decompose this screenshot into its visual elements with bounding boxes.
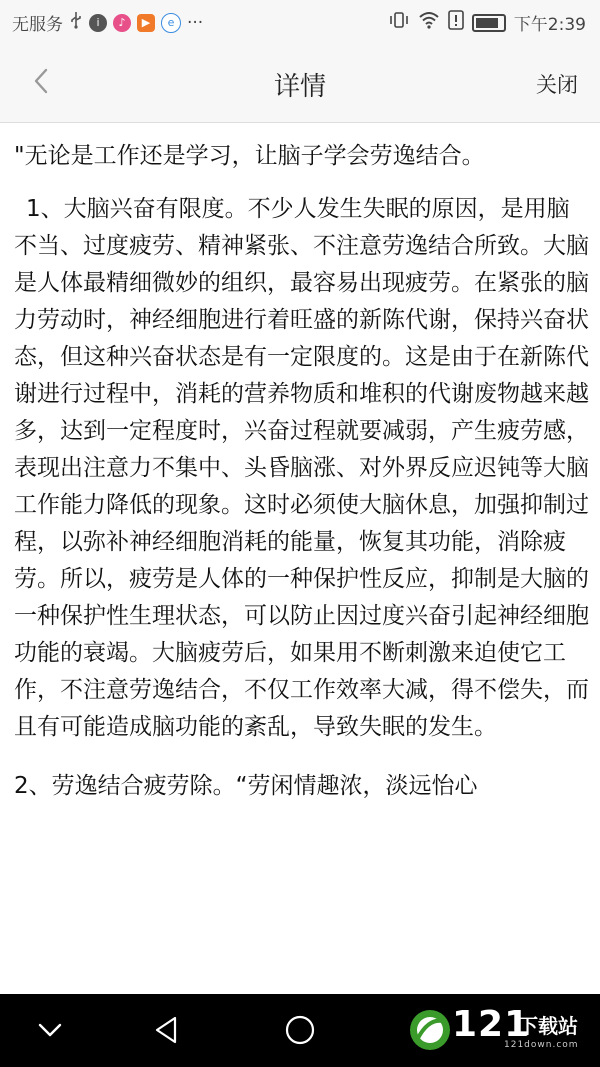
watermark-text: 下载站 xyxy=(518,1014,578,1038)
more-dots-icon: ··· xyxy=(187,12,204,33)
vibrate-icon xyxy=(388,11,410,34)
article-intro: "无论是工作还是学习，让脑子学会劳逸结合。 xyxy=(14,143,485,169)
battery-icon xyxy=(472,14,506,32)
chevron-down-icon[interactable] xyxy=(30,1010,70,1050)
status-bar xyxy=(0,0,600,44)
article-paragraph-1: 1、大脑兴奋有限度。不少人发生失眠的原因，是用脑不当、过度疲劳、精神紧张、不注意劳逸结合所致。大脑是人体最精细微妙的组织，最容易出现疲劳。在紧张的脑力劳动时，神经细胞进行着旺盛的新陈代谢，保持兴奋状态，但这种兴奋状态是有一定限度的。这是由于在新陈代谢进行过程中，消耗的营养物质和堆积的代谢废物越来越多，达到一定程度时，兴奋过程就要减弱，产生疲劳感，表现出注意力不集中、头昏脑涨、对外界反应迟钝等大脑工作能力降低的现象。这时必须使大脑休息，加强抑制过程，以弥补神经细胞消耗的能量，恢复其功能，消除疲劳。所以，疲劳是人体的一种保护性反应，抑制是大脑的一种保护性生理状态，可以防止因过度兴奋引起神经细胞功能的衰竭。大脑疲劳后，如果用不断刺激来迫使它工作，不注意劳逸结合，不仅工作效率大减，得不偿失，而且有可能造成脑功能的紊乱，导致失眠的发生。 xyxy=(14,196,589,740)
clock-text: 下午2:39 xyxy=(513,15,586,35)
close-button[interactable]: 关闭 xyxy=(536,73,578,97)
status-right xyxy=(388,10,586,35)
nav-header xyxy=(0,44,600,123)
video-app-icon: ▶ xyxy=(137,14,155,32)
browser-icon: e xyxy=(161,13,181,33)
wifi-icon xyxy=(418,11,440,34)
usb-icon xyxy=(69,11,83,34)
article-content xyxy=(14,138,589,823)
status-left xyxy=(12,10,203,35)
alert-icon xyxy=(448,10,464,35)
watermark-ball-icon xyxy=(408,1008,452,1052)
app-badge-icon: ♪ xyxy=(113,14,131,32)
system-nav-bar xyxy=(0,994,600,1067)
carrier-text: 无服务 xyxy=(12,15,63,35)
article-paragraph-2: 2、劳逸结合疲劳除。“劳闲情趣浓，淡远怡心 xyxy=(14,773,478,799)
watermark-logo xyxy=(408,1002,588,1060)
info-icon: i xyxy=(89,14,107,32)
page-title: 详情 xyxy=(273,72,326,102)
watermark-subtext: 121down.com xyxy=(504,1040,579,1050)
home-circle-icon[interactable] xyxy=(280,1010,320,1050)
watermark-number: 121 xyxy=(452,1004,531,1045)
back-triangle-icon[interactable] xyxy=(147,1010,187,1050)
